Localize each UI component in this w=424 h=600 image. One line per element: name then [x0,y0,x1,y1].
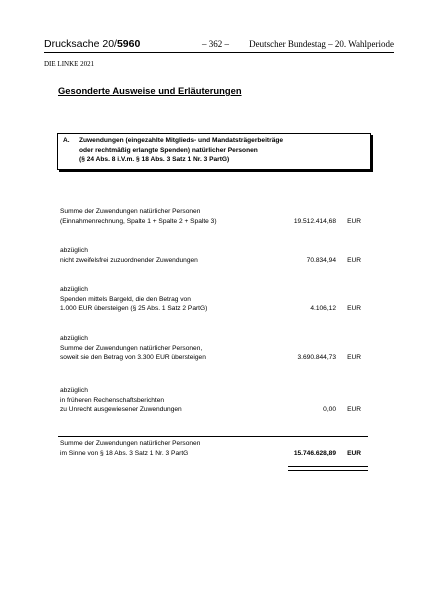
item-label: abzüglich [60,335,88,342]
double-underline [288,466,368,471]
item-label: Summe der Zuwendungen natürlicher Personen [60,208,201,215]
section-title: Gesonderte Ausweise und Erläuterungen [58,85,242,96]
line-item-unassignable [60,246,370,265]
item-label: abzüglich [60,247,88,254]
item-currency: EUR [347,354,361,362]
section-a-line: (§ 24 Abs. 8 i.V.m. § 18 Abs. 3 Satz 1 Nr. 3 PartG) [79,156,230,164]
item-currency: EUR [347,217,361,225]
item-currency: EUR [347,256,361,264]
item-amount: 4.106,12 [310,305,336,313]
document-number: Drucksache 20/5960 [44,38,141,50]
line-item-over-threshold [60,334,370,363]
line-item-cash-donations [60,285,370,314]
section-a-line: Zuwendungen (eingezahlte Mitglieds- und Mandatsträgerbeiträge [79,137,284,144]
line-item-total-contributions [60,207,370,226]
item-label: soweit sie den Betrag von 3.300 EUR übersteigen [60,354,206,362]
item-label: abzüglich [60,387,88,394]
item-label: im Sinne von § 18 Abs. 3 Satz 1 Nr. 3 PartG [60,449,189,457]
item-label: in früheren Rechenschaftsberichten [60,396,165,404]
item-label: 1.000 EUR übersteigen (§ 25 Abs. 1 Satz 2 PartG) [60,305,208,313]
line-item-final-total [60,439,370,458]
line-item-prior-reports [60,386,370,415]
item-currency: EUR [347,449,361,457]
item-amount: 0,00 [323,406,336,414]
page-number: – 362 – [202,39,229,49]
item-amount: 3.690.844,73 [297,354,336,362]
item-label: Summe der Zuwendungen natürlicher Personen [60,440,201,447]
page-header [44,38,394,53]
item-currency: EUR [347,305,361,313]
separator-line [58,436,368,437]
item-label: Summe der Zuwendungen natürlicher Personen, [60,344,203,352]
item-amount: 70.834,94 [306,256,336,264]
item-label: nicht zweifelsfrei zuzuordnender Zuwendungen [60,256,198,264]
section-a-box [57,133,371,170]
publisher-label: Deutscher Bundestag – 20. Wahlperiode [249,39,394,49]
party-line: DIE LINKE 2021 [44,60,95,68]
item-label: Spenden mittels Bargeld, die den Betrag von [60,295,191,303]
section-a-letter: A. [63,137,70,144]
item-label: abzüglich [60,286,88,293]
section-a-line: oder rechtmäßig erlangte Spenden) natürlicher Personen [79,146,258,154]
item-label: (Einnahmenrechnung, Spalte 1 + Spalte 2 + Spalte 3) [60,217,217,225]
item-label: zu Unrecht ausgewiesener Zuwendungen [60,406,182,414]
item-amount: 19.512.414,68 [293,217,336,225]
item-amount: 15.746.628,89 [293,449,336,457]
item-currency: EUR [347,406,361,414]
